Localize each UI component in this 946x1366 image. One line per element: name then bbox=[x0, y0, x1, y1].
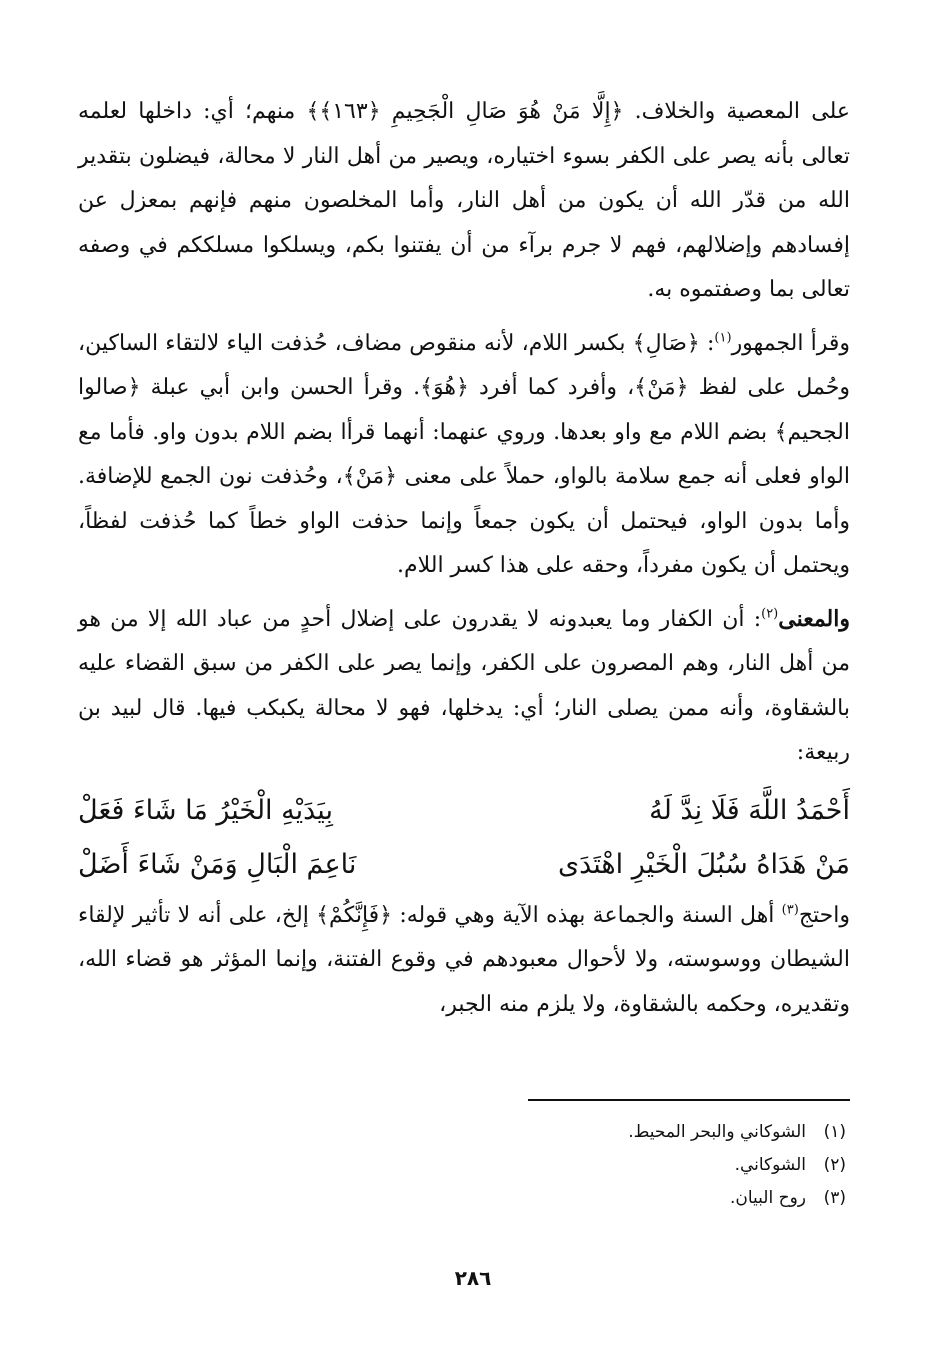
paragraph-1: على المعصية والخلاف. ﴿إِلَّا مَنْ هُوَ صَالِ الْجَحِيمِ ﴿١٦٣﴾﴾ منهم؛ أي: داخلها لعلمه تعالى بأنه يصر على الكفر بسوء اختياره، ويصير من أهل النار لا محالة، فيضلون بتقدير الله من قدّر الله أن يكون من أهل النار، وأما المخلصون منهم فإنهم بمعزل عن إفسادهم وإضلالهم، فهم لا جرم برآء من أن يفتنوا بكم، ويسلكوا مسلككم في وصفه تعالى بما وصفتموه به. bbox=[78, 99, 850, 302]
poem-verse-1 bbox=[78, 784, 850, 838]
paragraph-text: : ﴿صَالِ﴾ بكسر اللام، لأنه منقوص مضاف، حُذفت الياء لالتقاء الساكين، وحُمل على لفظ ﴿مَنْ﴾، وأفرد كما أفرد ﴿هُوَ﴾. وقرأ الحسن وابن أبي عبلة ﴿صالوا الجحيم﴾ بضم اللام مع واو بعدها. وروي عنهما: أنهما قرأا بضم اللام بدون واو. فأما مع الواو فعلى أنه جمع سلامة بالواو، حملاً على معنى ﴿مَنْ﴾، وحُذفت نون الجمع للإضافة. وأما بدون الواو، فيحتمل أن يكون جمعاً وإنما حذفت الواو خطاً كما حُذفت لفظاً، ويحتمل أن يكون مفرداً، وحقه على هذا كسر اللام. bbox=[78, 330, 850, 578]
paragraph-text: أهل السنة والجماعة بهذه الآية وهي قوله: ﴿فَإِنَّكُمْ﴾ إلخ، على أنه لا تأثير لإلقاء الشيطان ووسوسته، ولا لأحوال معبودهم في وقوع الفتنة، وإنما المؤثر هو قضاء الله، وتقديره، وحكمه بالشقاوة، ولا يلزم منه الجبر، bbox=[78, 902, 850, 1017]
paragraph-text: : أن الكفار وما يعبدونه لا يقدرون على إضلال أحدٍ من عباد الله إلا من هو من أهل النار، وهم المصرون على الكفر، وإنما يصر على الكفر من سبق القضاء عليه بالشقاوة، وأنه ممن يصلى النار؛ أي: يدخلها، فهو لا محالة يكبكب فيها. قال لبيد بن ربيعة: bbox=[78, 606, 850, 765]
poem bbox=[78, 784, 850, 892]
footnote-mark: (٢) bbox=[823, 1155, 846, 1175]
page-body bbox=[78, 90, 850, 1035]
verse-1-second-hemistich: بِيَدَيْهِ الْخَيْرُ مَا شَاءَ فَعَلْ bbox=[78, 794, 333, 826]
paragraph-text-start: واحتج bbox=[798, 902, 850, 928]
paragraph-lead: والمعنى bbox=[778, 605, 850, 632]
paragraph-2 bbox=[78, 321, 850, 589]
footnote-text: الشوكاني. bbox=[734, 1155, 806, 1175]
paragraph-4 bbox=[78, 894, 850, 1028]
footnote-text: روح البيان. bbox=[729, 1188, 806, 1208]
footnote-mark: (٣) bbox=[823, 1188, 846, 1208]
footnote-1 bbox=[446, 1116, 846, 1149]
footnote-ref-2[interactable]: (٢) bbox=[761, 606, 779, 622]
paragraph-3 bbox=[78, 597, 850, 776]
footnote-text: الشوكاني والبحر المحيط. bbox=[628, 1122, 806, 1142]
footnote-ref-3[interactable]: (٣) bbox=[781, 902, 799, 918]
footnote-separator bbox=[528, 1099, 850, 1101]
footnote-mark: (١) bbox=[823, 1122, 846, 1142]
verse-1-first-hemistich: أَحْمَدُ اللَّهَ فَلَا نِدَّ لَهُ bbox=[649, 794, 850, 826]
footnotes bbox=[446, 1116, 846, 1215]
footnote-ref-1[interactable]: (١) bbox=[714, 330, 732, 346]
poem-verse-2 bbox=[78, 838, 850, 892]
footnote-3 bbox=[446, 1182, 846, 1215]
verse-2-second-hemistich: نَاعِمَ الْبَالِ وَمَنْ شَاءَ أَضَلْ bbox=[78, 848, 357, 880]
footnote-2 bbox=[446, 1149, 846, 1182]
page-number: ٢٨٦ bbox=[454, 1266, 492, 1290]
verse-2-first-hemistich: مَنْ هَدَاهُ سُبُلَ الْخَيْرِ اهْتَدَى bbox=[557, 848, 850, 880]
paragraph-text-start: وقرأ الجمهور bbox=[731, 330, 850, 356]
